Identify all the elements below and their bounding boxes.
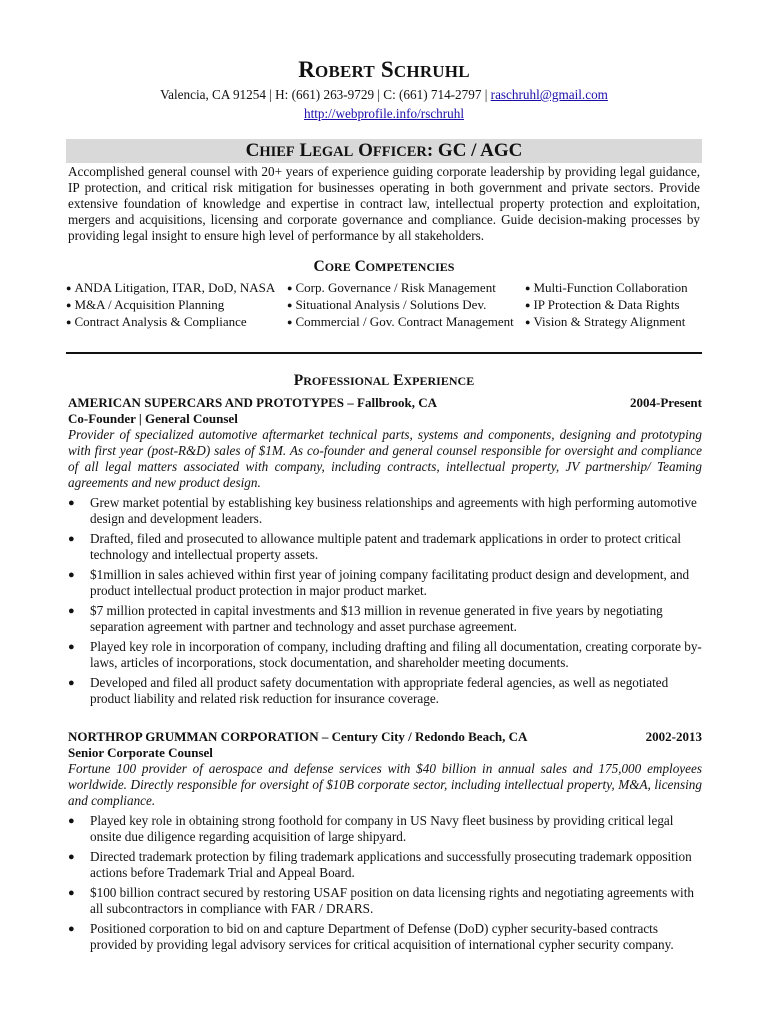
job-description: Provider of specialized automotive aftermarket technical parts, systems and components, designing and prototyping with first year (post-R&D) sales of $1M. As co-founder and general counsel responsible for oversight and compliance of all legal matters associated with company, including contracts, intellectual property, JV partnership/ Teaming agreements and new product design.	[68, 427, 702, 490]
competency-item: ● Vision & Strategy Alignment	[525, 314, 686, 329]
job-title: Co-Founder | General Counsel	[68, 411, 238, 426]
job-header	[68, 729, 702, 745]
contact-line	[0, 87, 768, 103]
competency-item: ● M&A / Acquisition Planning	[66, 297, 225, 312]
job-header	[68, 395, 702, 411]
core-competencies-heading: CORE COMPETENCIES	[313, 258, 455, 275]
competencies-column-2	[287, 280, 514, 331]
competency-item: ● Corp. Governance / Risk Management	[287, 280, 496, 295]
competency-item: ● Multi-Function Collaboration	[525, 280, 688, 295]
achievement-item: ● Grew market potential by establishing key business relationships and agreements with high performing automotive design and development leaders.	[68, 495, 697, 526]
job-years: 2002-2013	[645, 729, 702, 744]
achievement-list	[68, 813, 702, 953]
candidate-name	[0, 56, 768, 86]
competency-item: ● Situational Analysis / Solutions Dev.	[287, 297, 487, 312]
competencies-column-1	[66, 280, 275, 331]
contact-details: Valencia, CA 91254 | H: (661) 263-9729 | C: (661) 714-2797 |	[160, 87, 491, 102]
competency-item: ● IP Protection & Data Rights	[525, 297, 680, 312]
headline-text: CHIEF LEGAL OFFICER: GC / AGC	[245, 140, 523, 161]
professional-experience-heading: PROFESSIONAL EXPERIENCE	[293, 372, 475, 389]
name-first-initial: R	[298, 57, 316, 82]
job-entry-northrop-grumman	[68, 729, 702, 957]
company-name: AMERICAN SUPERCARS AND PROTOTYPES – Fallbrook, CA	[68, 395, 437, 410]
competency-item: ● ANDA Litigation, ITAR, DoD, NASA	[66, 280, 276, 295]
job-entry-american-supercars	[68, 395, 702, 711]
email-link[interactable]: raschruhl@gmail.com	[490, 87, 608, 102]
competency-item: ● Contract Analysis & Compliance	[66, 314, 247, 329]
achievement-item: ● $7 million protected in capital investments and $13 million in revenue generated in five years by negotiating separation agreement with partner and technology and asset purchase agreement.	[68, 603, 663, 634]
job-years: 2004-Present	[630, 395, 702, 410]
name-last-initial: S	[380, 57, 394, 82]
name-first-rest: OBERT	[315, 62, 375, 81]
headline-bar	[66, 139, 702, 163]
achievement-item: ● Played key role in obtaining strong foothold for company in US Navy fleet business by providing critical legal onsite due diligence regarding acquisition of large shipyard.	[68, 813, 674, 844]
name-last-rest: CHRUHL	[393, 62, 470, 81]
achievement-item: ● Directed trademark protection by filing trademark applications and successfully prosecuting trademark opposition actions before Trademark Trial and Appeal Board.	[68, 849, 692, 880]
job-title: Senior Corporate Counsel	[68, 745, 213, 760]
achievement-item: ● $1million in sales achieved within first year of joining company facilitating product design and development, and product intellectual product protection in major product market.	[68, 567, 690, 598]
website-link[interactable]: http://webprofile.info/rschruhl	[303, 106, 465, 121]
competencies-column-3	[525, 280, 688, 331]
job-description: Fortune 100 provider of aerospace and defense services with $40 billion in annual sales and 175,000 employees worldwide. Directly responsible for oversight of $10B corporate sector, including intellectual property, M&A, licensing and compliance.	[68, 761, 702, 808]
achievement-item: ● Positioned corporation to bid on and capture Department of Defense (DoD) cypher security-based contracts provided by providing legal advisory services for critical acquisition of international cypher security company.	[68, 921, 674, 952]
achievement-item: ● Played key role in incorporation of company, including drafting and filing all documentation, creating corporate by-laws, articles of incorporations, stock documentation, and shareholder meeting documents.	[68, 639, 702, 670]
website-line	[0, 106, 768, 122]
achievement-item: ● Drafted, filed and prosecuted to allowance multiple patent and trademark applications in order to protect critical technology and intellectual property assets.	[68, 531, 682, 562]
company-name: NORTHROP GRUMMAN CORPORATION – Century City / Redondo Beach, CA	[68, 729, 528, 744]
achievement-item: ● Developed and filed all product safety documentation with appropriate federal agencies, as well as negotiated product liability and related risk reduction for insurance coverage.	[68, 675, 669, 706]
professional-summary: Accomplished general counsel with 20+ years of experience guiding corporate leadership by providing legal guidance, IP protection, and critical risk mitigation for businesses operating in both government and private sectors. Provide extensive foundation of knowledge and expertise in contract law, intellectual property protection and exploitation, mergers and acquisitions, licensing and corporate governance and compliance. Guide decision-making processes by providing legal insight to ensure high level of performance by all stakeholders.	[68, 164, 700, 243]
competency-item: ● Commercial / Gov. Contract Management	[287, 314, 514, 329]
section-divider	[66, 352, 702, 354]
achievement-list	[68, 495, 702, 707]
achievement-item: ● $100 billion contract secured by restoring USAF position on data licensing rights and negotiating agreements with all subcontractors in compliance with FAR / DRARS.	[68, 885, 694, 916]
